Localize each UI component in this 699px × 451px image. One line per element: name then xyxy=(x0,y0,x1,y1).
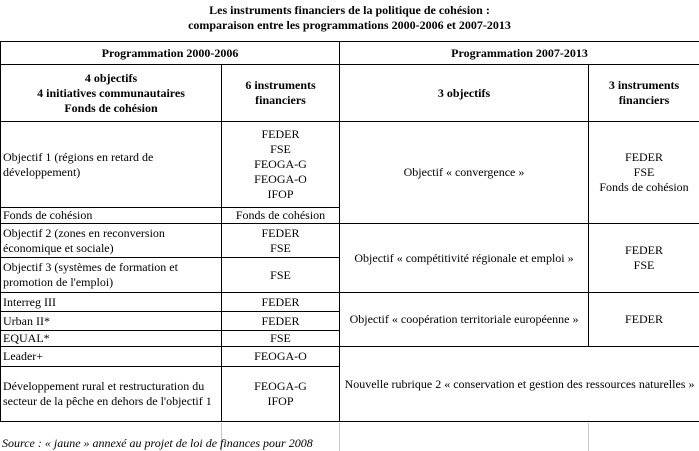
cell-objectif-1: Objectif 1 (régions en retard de développement) xyxy=(1,122,222,208)
cell-urban: Urban II* xyxy=(1,312,222,331)
source-note: Source : « jaune » annexé au projet de loi de finances pour 2008 xyxy=(2,436,313,450)
cell-equal-instrument: FSE xyxy=(222,331,340,347)
spreadsheet-gridline xyxy=(339,423,340,451)
cell-developpement-rural: Développement rural et restructuration du secteur de la pêche en dehors de l'objectif 1 xyxy=(1,367,222,422)
cell-urban-instrument: FEDER xyxy=(222,312,340,331)
cell-interreg-instrument: FEDER xyxy=(222,293,340,312)
cell-leader: Leader+ xyxy=(1,347,222,367)
table-title xyxy=(0,3,699,33)
cell-objectif-3-instrument: FSE xyxy=(222,258,340,293)
header-programmation-2007-2013: Programmation 2007-2013 xyxy=(340,42,699,65)
cell-competitivite-instruments: FEDER FSE xyxy=(589,224,699,293)
cell-cooperation-instrument: FEDER xyxy=(589,293,699,347)
header-programmation-2000-2006: Programmation 2000-2006 xyxy=(1,42,340,65)
title-line-1: Les instruments financiers de la politique de cohésion : xyxy=(209,3,490,17)
cell-leader-instrument: FEOGA-O xyxy=(222,347,340,367)
cell-fonds-de-cohesion: Fonds de cohésion xyxy=(1,208,222,224)
cell-objectif-convergence: Objectif « convergence » xyxy=(340,122,589,224)
cell-equal: EQUAL* xyxy=(1,331,222,347)
cell-interreg: Interreg III xyxy=(1,293,222,312)
cell-objectif-cooperation: Objectif « coopération territoriale européenne » xyxy=(340,293,589,347)
cell-nouvelle-rubrique-2: Nouvelle rubrique 2 « conservation et gestion des ressources naturelles » xyxy=(340,347,699,422)
header-objectifs-2000: 4 objectifs 4 initiatives communautaires Fonds de cohésion xyxy=(1,65,222,122)
cell-objectif-competitivite: Objectif « compétitivité régionale et emploi » xyxy=(340,224,589,293)
header-instruments-2007: 3 instruments financiers xyxy=(589,65,699,122)
spreadsheet-gridline xyxy=(588,423,589,451)
header-instruments-2000: 6 instruments financiers xyxy=(222,65,340,122)
cell-objectif-3: Objectif 3 (systèmes de formation et promotion de l'emploi) xyxy=(1,258,222,293)
cell-objectif-2: Objectif 2 (zones en reconversion économique et sociale) xyxy=(1,224,222,258)
cell-objectif-2-instruments: FEDER FSE xyxy=(222,224,340,258)
title-line-2: comparaison entre les programmations 2000-2006 et 2007-2013 xyxy=(188,18,511,32)
cell-developpement-rural-instruments: FEOGA-G IFOP xyxy=(222,367,340,422)
comparison-table xyxy=(0,41,699,422)
header-objectifs-2007: 3 objectifs xyxy=(340,65,589,122)
cell-fonds-de-cohesion-instrument: Fonds de cohésion xyxy=(222,208,340,224)
cell-objectif-1-instruments: FEDER FSE FEOGA-G FEOGA-O IFOP xyxy=(222,122,340,208)
cell-convergence-instruments: FEDER FSE Fonds de cohésion xyxy=(589,122,699,224)
